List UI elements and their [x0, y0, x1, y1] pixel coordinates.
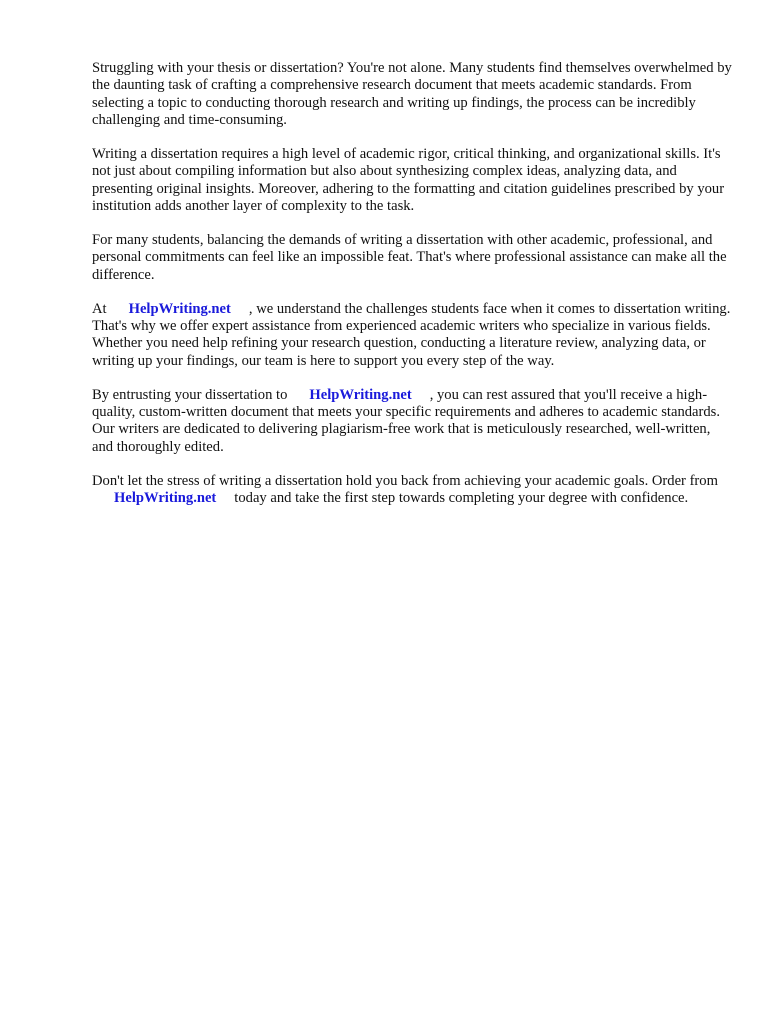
helpwriting-link[interactable]: HelpWriting.net [128, 300, 231, 317]
helpwriting-link[interactable]: HelpWriting.net [309, 386, 412, 403]
paragraph-service [92, 301, 732, 371]
paragraph-intro [92, 60, 732, 130]
paragraph-balance [92, 232, 732, 284]
paragraph-text: For many students, balancing the demands of writing a dissertation with other academic, professional, and personal commitments can feel like an impossible feat. That's where professional assistance can make all the difference. [92, 232, 727, 283]
document-body [92, 60, 732, 524]
paragraph-text-before: By entrusting your dissertation to [92, 386, 288, 403]
paragraph-text-after: today and take the first step towards completing your degree with confidence. [234, 490, 689, 507]
helpwriting-link[interactable]: HelpWriting.net [114, 490, 217, 507]
paragraph-text-after: , you can rest assured that you'll receive a high-quality, custom-written document that meets your specific requirements and adheres to academic standards. Our writers are dedicated to delivering plagiarism-free work that is meticulously researched, well-written, and thoroughly edited. [92, 386, 720, 455]
paragraph-entrust [92, 387, 732, 457]
paragraph-text-before: Don't let the stress of writing a dissertation hold you back from achieving your academic goals. Order from [92, 472, 718, 489]
paragraph-closing [92, 473, 732, 508]
paragraph-requirements [92, 146, 732, 216]
paragraph-text-after: , we understand the challenges students face when it comes to dissertation writing. That's why we offer expert assistance from experienced academic writers who specialize in various fields. Whether you need help refining your research question, conducting a literature review, analyzing data, or writing up your findings, our team is here to support you every step of the way. [92, 300, 731, 369]
paragraph-text: Writing a dissertation requires a high level of academic rigor, critical thinking, and organizational skills. It's not just about compiling information but also about synthesizing complex ideas, analyzing data, and presenting original insights. Moreover, adhering to the formatting and citation guidelines prescribed by your institution adds another layer of complexity to the task. [92, 146, 725, 215]
paragraph-text: Struggling with your thesis or dissertation? You're not alone. Many students find themselves overwhelmed by the daunting task of crafting a comprehensive research document that meets academic standards. From selecting a topic to conducting thorough research and writing up findings, the process can be incredibly challenging and time-consuming. [92, 60, 732, 129]
paragraph-text-before: At [92, 300, 107, 317]
